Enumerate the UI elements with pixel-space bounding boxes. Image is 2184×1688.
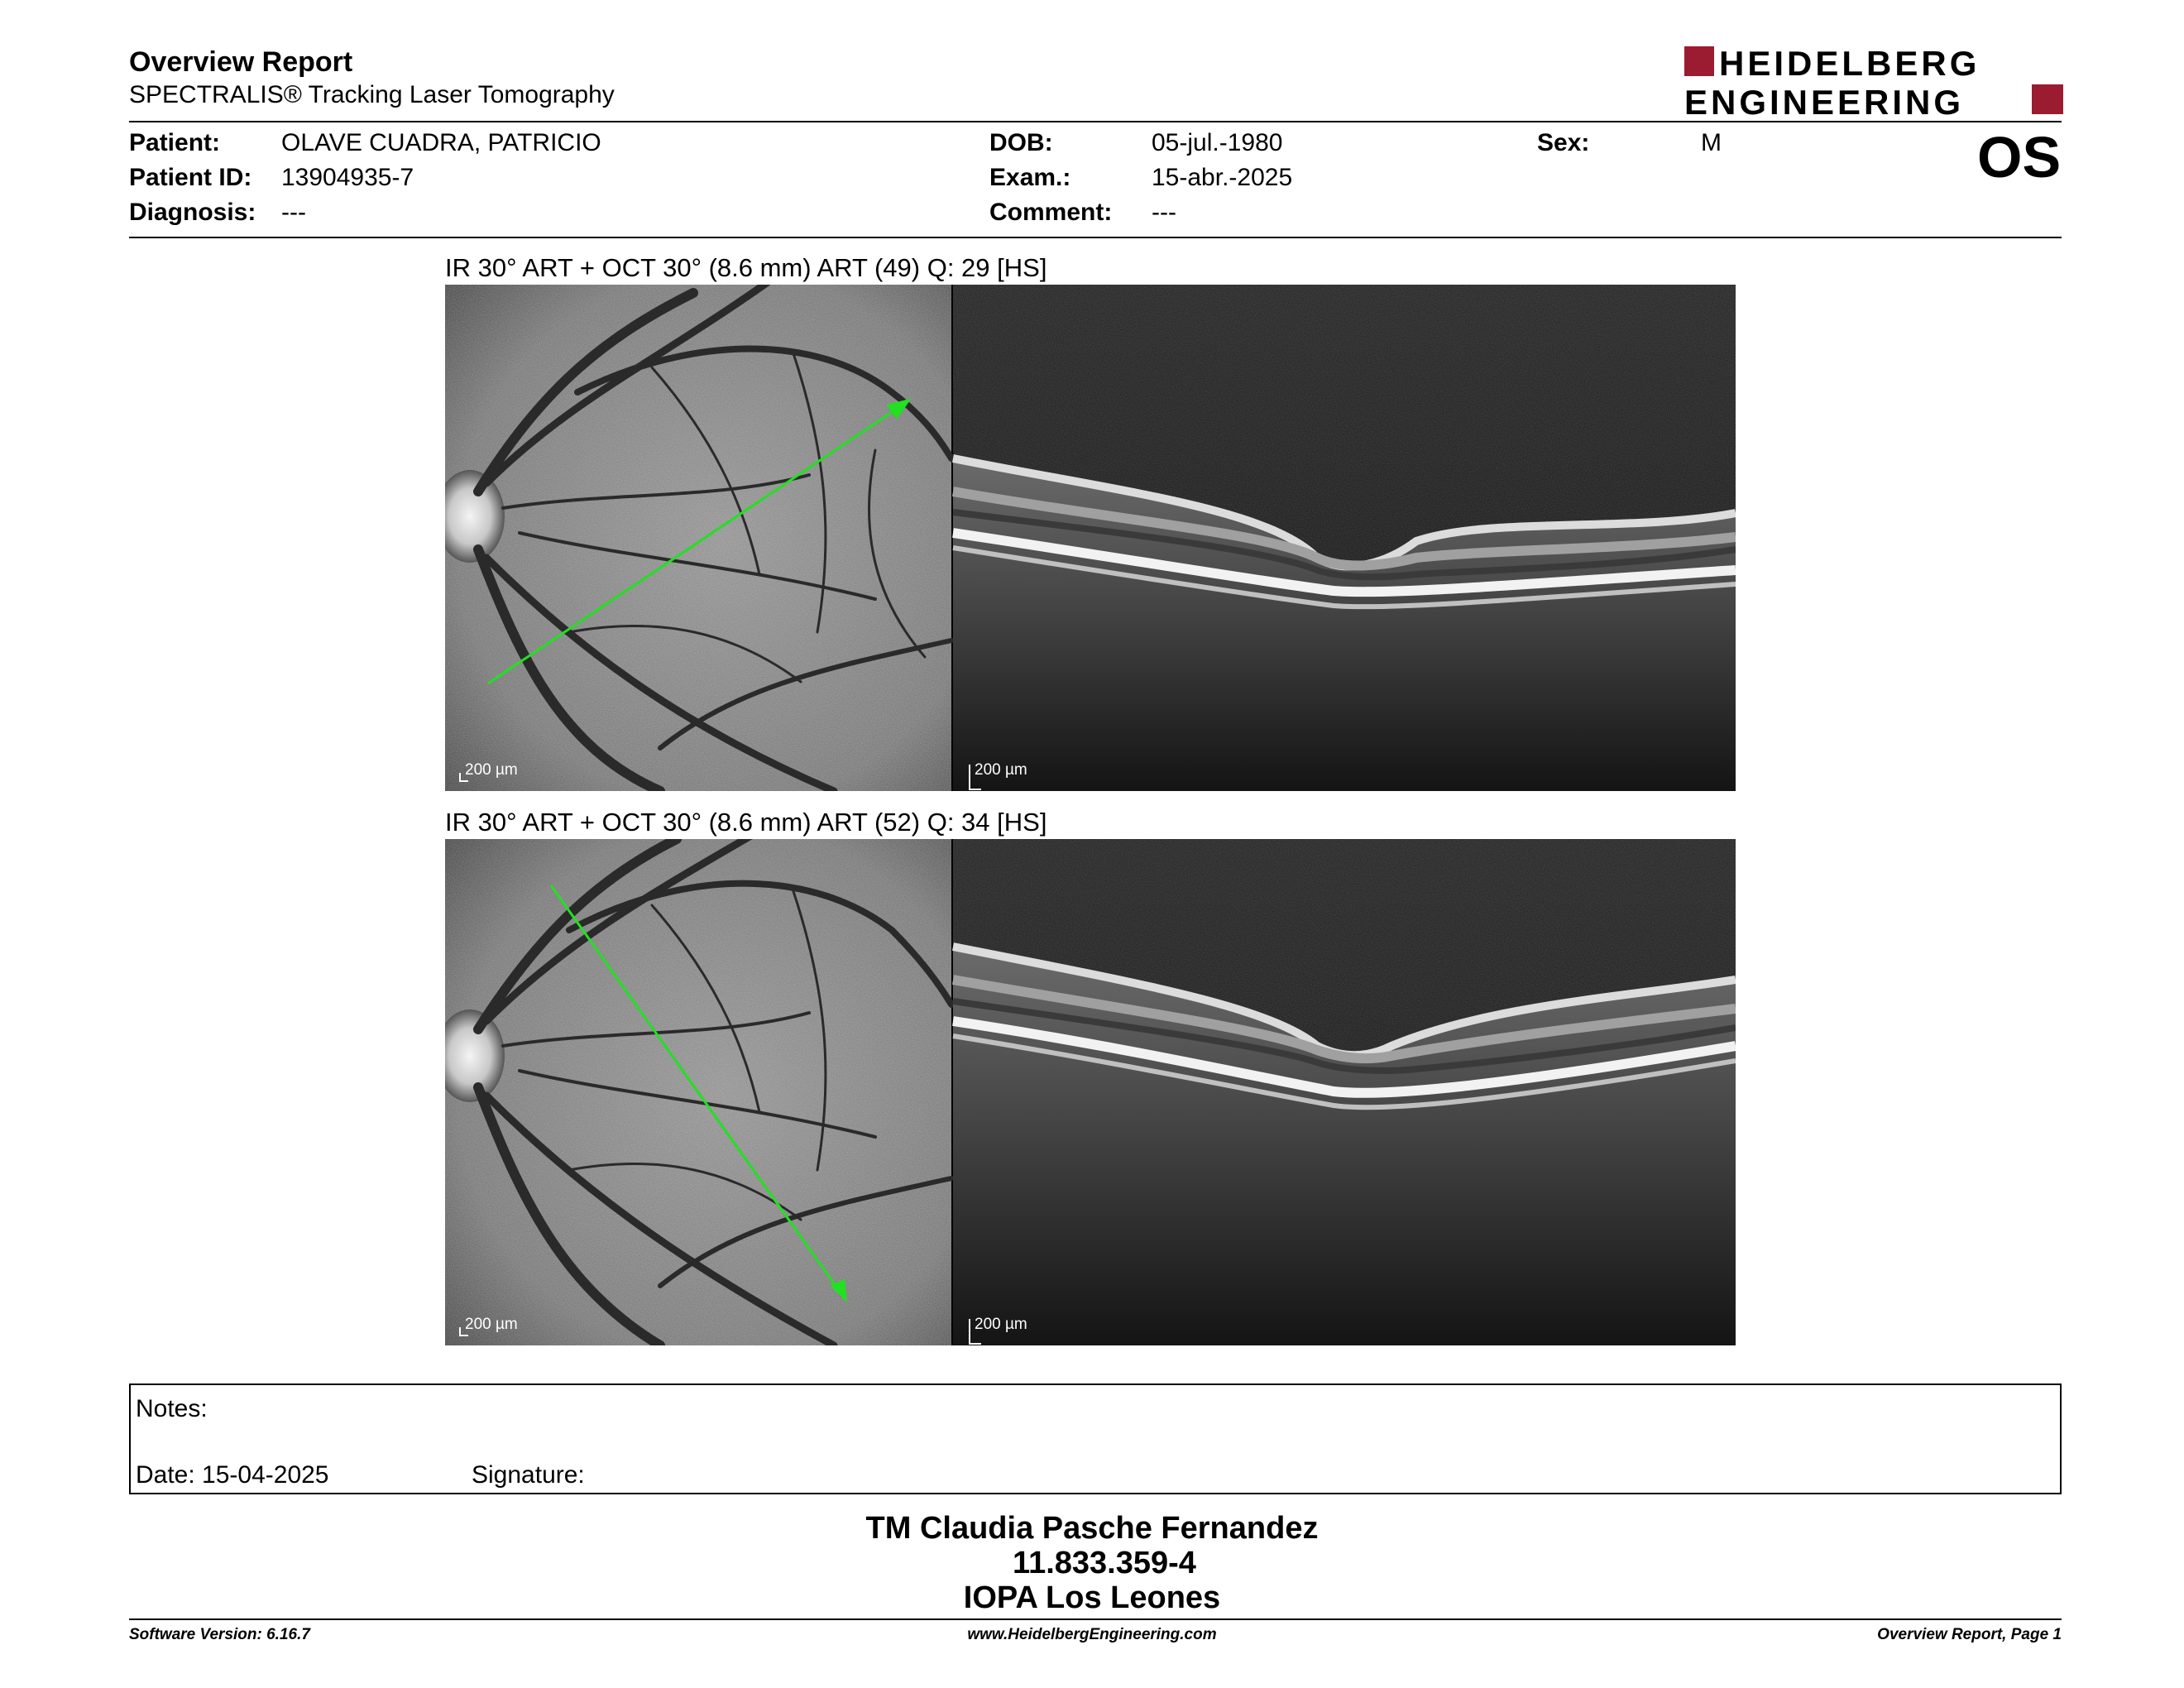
diagnosis-value: --- — [281, 199, 306, 226]
diagnosis-label: Diagnosis: — [129, 199, 256, 226]
notes-label: Notes: — [136, 1395, 208, 1422]
oct-scale-label-2: 200 µm — [975, 1316, 1027, 1333]
exam-label: Exam.: — [989, 164, 1071, 191]
signer-place: IOPA Los Leones — [963, 1580, 1221, 1615]
date-label: Date: 15-04-2025 — [136, 1461, 329, 1489]
ir-scale-label-2: 200 µm — [465, 1316, 518, 1333]
scan-1-title: IR 30° ART + OCT 30° (8.6 mm) ART (49) Q: 29 [HS] — [445, 253, 1047, 282]
svg-text:ENGINEERING: ENGINEERING — [1684, 83, 1965, 116]
patient-id: 13904935-7 — [281, 164, 414, 191]
report-subtitle: SPECTRALIS® Tracking Laser Tomography — [129, 81, 615, 108]
ir-fundus-image-2 — [445, 839, 951, 1345]
sex-value: M — [1701, 129, 1722, 156]
dob-label: DOB: — [989, 129, 1053, 156]
eye-label: OS — [1977, 125, 2062, 189]
oct-bscan-image-1 — [953, 285, 1736, 791]
info-rule — [129, 237, 2062, 238]
scan-1-images — [445, 285, 1736, 791]
exam-value: 15-abr.-2025 — [1152, 164, 1293, 191]
scan-1-panel — [445, 285, 1736, 791]
ir-scale-label-1: 200 µm — [465, 761, 518, 779]
signer-id: 11.833.359-4 — [1013, 1546, 1196, 1580]
comment-value: --- — [1152, 199, 1176, 226]
scan-2-panel — [445, 839, 1736, 1345]
patient-id-label: Patient ID: — [129, 164, 252, 191]
report-title: Overview Report — [129, 46, 353, 78]
software-version: Software Version: 6.16.7 — [129, 1626, 310, 1643]
dob-value: 05-jul.-1980 — [1152, 129, 1283, 156]
header-rule — [129, 121, 2062, 122]
footer-rule — [129, 1618, 2062, 1620]
oct-bscan-image-2 — [953, 839, 1736, 1345]
ir-fundus-image-1 — [445, 285, 951, 791]
svg-text:HEIDELBERG: HEIDELBERG — [1719, 45, 1980, 83]
patient-label: Patient: — [129, 129, 221, 156]
signer-name: TM Claudia Pasche Fernandez — [865, 1511, 1319, 1546]
scan-2-title: IR 30° ART + OCT 30° (8.6 mm) ART (52) Q: 34 [HS] — [445, 808, 1047, 837]
patient-name: OLAVE CUADRA, PATRICIO — [281, 129, 601, 156]
heidelberg-logo — [1684, 45, 2065, 116]
comment-label: Comment: — [989, 199, 1113, 226]
page-indicator: Overview Report, Page 1 — [1877, 1626, 2062, 1643]
sex-label: Sex: — [1537, 129, 1590, 156]
scan-2-images — [445, 839, 1736, 1345]
signature-label: Signature: — [472, 1461, 585, 1489]
oct-scale-label-1: 200 µm — [975, 761, 1027, 779]
website-link[interactable]: www.HeidelbergEngineering.com — [967, 1626, 1217, 1643]
notes-box — [129, 1383, 2062, 1494]
